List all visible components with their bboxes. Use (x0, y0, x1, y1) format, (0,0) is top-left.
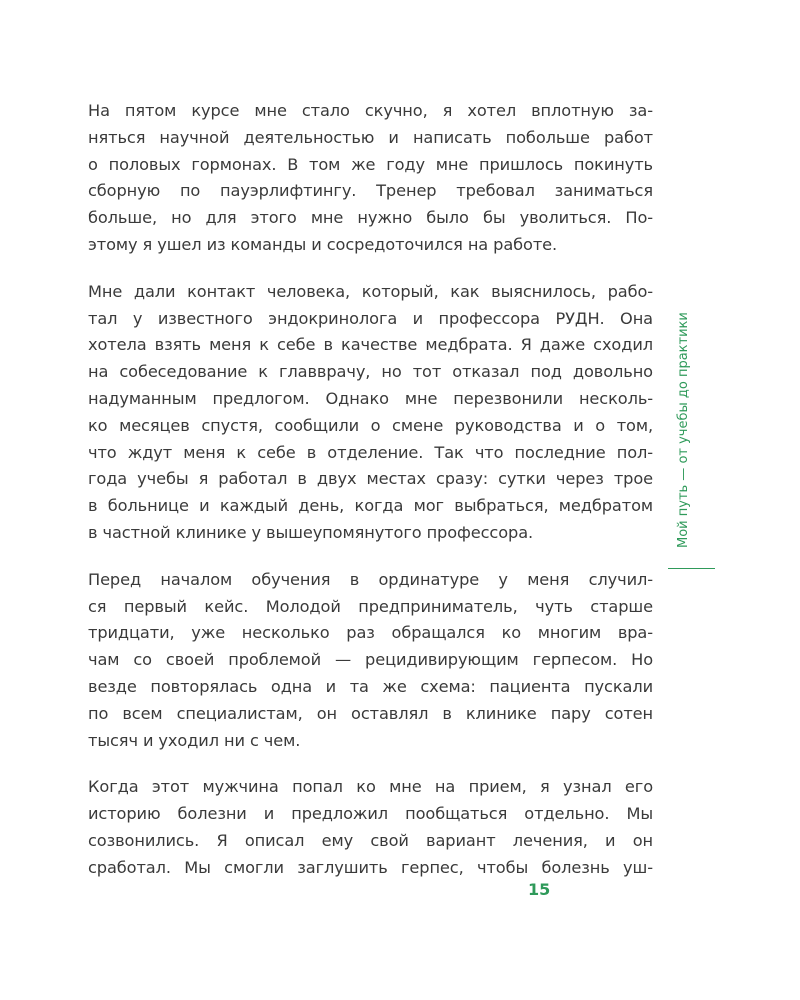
text-line: сработал. Мы смогли заглушить герпес, чтобы болезнь уш- (88, 857, 653, 877)
text-line: тридцати, уже несколько раз обращался ко многим вра- (88, 623, 653, 643)
paragraph-3 (88, 567, 653, 755)
text-line: тал у известного эндокринолога и профессора РУДН. Она (88, 308, 653, 328)
text-line: На пятом курсе мне стало скучно, я хотел вплотную за- (88, 101, 653, 120)
text-line: этому я ушел из команды и сосредоточился на работе. (88, 234, 558, 254)
text-line: в частной клинике у вышеупомянутого профессора. (88, 522, 534, 542)
text-line: историю болезни и предложил пообщаться отдельно. Мы (88, 804, 653, 824)
text-line: чам со своей проблемой — рецидивирующим герпесом. Но (88, 650, 653, 670)
text-line: что ждут меня к себе в отделение. Так что последние пол- (88, 442, 653, 462)
text-line: надуманным предлогом. Однако мне перезвонили несколь- (88, 388, 653, 408)
text-line: больше, но для этого мне нужно было бы уволиться. По- (88, 208, 653, 228)
text-line: ся первый кейс. Молодой предприниматель, чуть старше (88, 596, 653, 616)
text-line: тысяч и уходил ни с чем. (88, 730, 301, 750)
text-line: Когда этот мужчина попал ко мне на прием, я узнал его (88, 777, 653, 797)
text-line: в больнице и каждый день, когда мог выбраться, медбратом (88, 496, 653, 516)
text-line: везде повторялась одна и та же схема: пациента пускали (88, 676, 653, 696)
paragraph-4 (88, 774, 653, 881)
paragraph-2 (88, 279, 653, 547)
text-line: няться научной деятельностью и написать побольше работ (88, 127, 653, 147)
body-text (88, 98, 653, 902)
running-header: Мой путь — от учебы до практики (676, 312, 691, 548)
text-line: ко месяцев спустя, сообщили о смене руководства и о том, (88, 415, 653, 435)
text-line: хотела взять меня к себе в качестве медбрата. Я даже сходил (88, 335, 653, 355)
text-line: по всем специалистам, он оставлял в клинике пару сотен (88, 703, 653, 723)
text-line: на собеседование к главврачу, но тот отказал под довольно (88, 362, 653, 382)
text-line: Мне дали контакт человека, который, как выяснилось, рабо- (88, 281, 653, 301)
text-line: сборную по пауэрлифтингу. Тренер требовал заниматься (88, 181, 653, 201)
text-line: Перед началом обучения в ординатуре у меня случил- (88, 569, 653, 589)
text-line: о половых гормонах. В том же году мне пришлось покинуть (88, 154, 653, 174)
text-line: созвонились. Я описал ему свой вариант лечения, и он (88, 830, 653, 850)
running-header-rule (668, 568, 715, 569)
text-line: года учебы я работал в двух местах сразу: сутки через трое (88, 469, 653, 489)
page-number: 15 (528, 880, 551, 899)
paragraph-1 (88, 98, 653, 259)
